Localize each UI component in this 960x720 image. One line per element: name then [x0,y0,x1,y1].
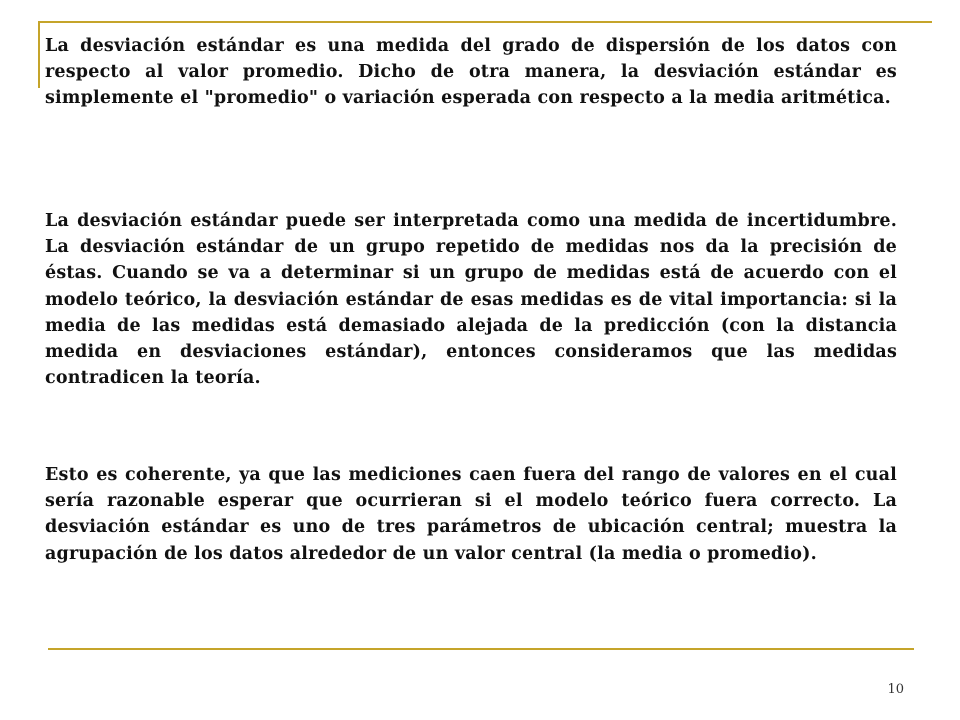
top-divider-line [38,21,932,23]
bottom-divider-line [48,648,914,650]
paragraph-definition: La desviación estándar es una medida del grado de dispersión de los datos con respecto al valor promedio. Dicho de otra manera, la desviación estándar es simplemente el "promedio" o variación esperada con respecto a la media aritmética. [45,36,897,109]
top-left-corner-line [38,21,40,88]
paragraph-interpretation: La desviación estándar puede ser interpretada como una medida de incertidumbre. La desviación estándar de un grupo repetido de medidas nos da la precisión de éstas. Cuando se va a determinar si un grupo de medidas está de acuerdo con el modelo teórico, la desviación estándar de esas medidas es de vital importancia: si la media de las medidas está demasiado alejada de la predicción (con la distancia medida en desviaciones estándar), entonces consideramos que las medidas contradicen la teoría. [45,211,897,389]
page-number: 10 [887,682,904,697]
paragraph-coherence: Esto es coherente, ya que las mediciones caen fuera del rango de valores en el cual sería razonable esperar que ocurrieran si el modelo teórico fuera correcto. La desviación estándar es uno de tres parámetros de ubicación central; muestra la agrupación de los datos alrededor de un valor central (la media o promedio). [45,465,897,564]
